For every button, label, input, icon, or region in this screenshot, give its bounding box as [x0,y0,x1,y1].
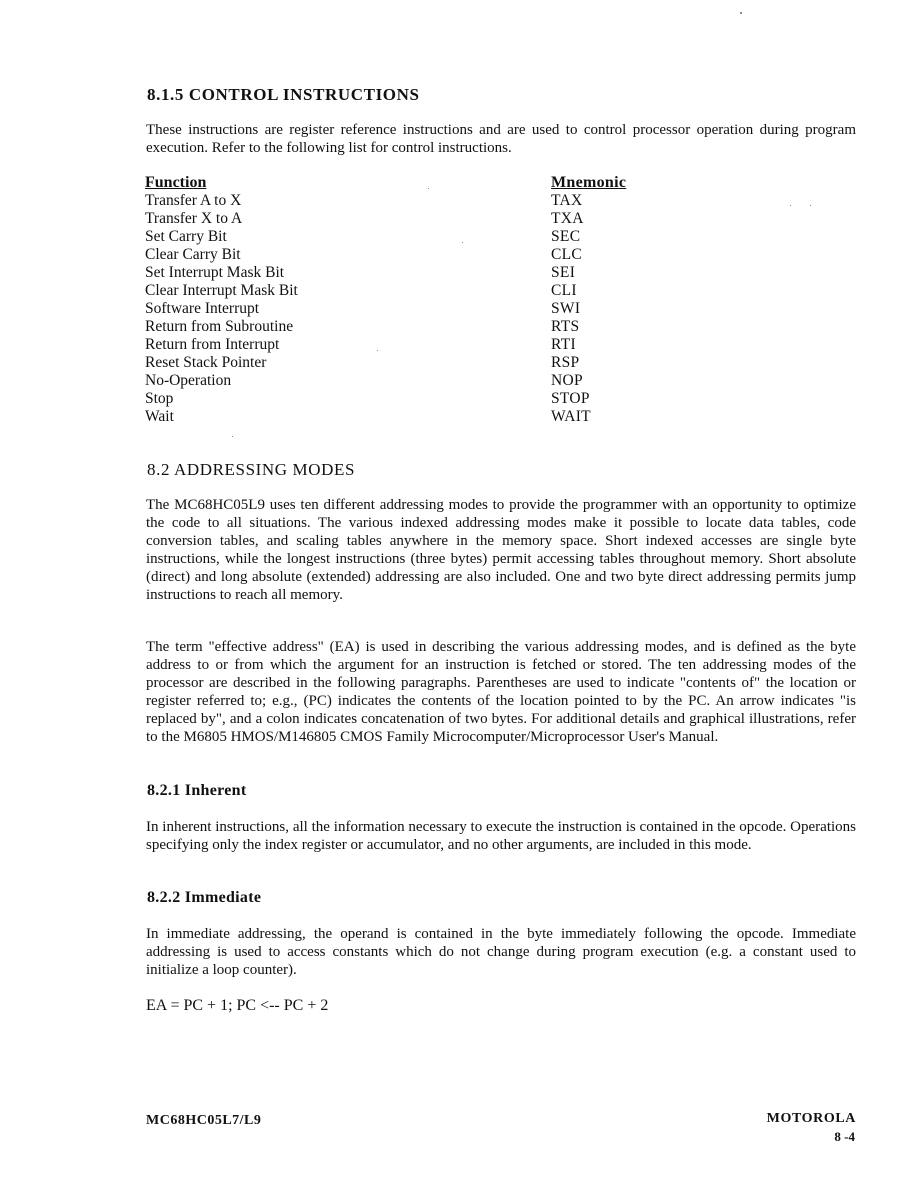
table-row [145,210,645,228]
immediate-paragraph: In immediate addressing, the operand is contained in the byte immediately following the opcode. Immediate addressing is used to access constants which do not change during program execution (e.g. a constant used to initialize a loop counter). [146,926,856,978]
mnemonic-cell: RTS [551,318,580,335]
table-row [145,228,645,246]
function-cell: Software Interrupt [145,300,260,317]
section-heading-8-1-5: 8.1.5 CONTROL INSTRUCTIONS [147,85,420,104]
mnemonic-cell: SWI [551,300,581,317]
table-row [145,192,645,210]
mnemonic-cell: CLI [551,282,577,299]
scan-speck [428,188,429,189]
column-header-function: Function [145,174,207,191]
function-cell: Transfer X to A [145,210,243,227]
table-row [145,408,645,426]
table-row [145,246,645,264]
table-row [145,336,645,354]
function-cell: No-Operation [145,372,232,389]
function-cell: Stop [145,390,174,407]
section-heading-8-2-1: 8.2.1 Inherent [147,782,247,799]
mnemonic-cell: CLC [551,246,583,263]
footer-document-id: MC68HC05L7/L9 [146,1113,262,1128]
column-header-mnemonic: Mnemonic [551,174,627,191]
table-row [145,372,645,390]
mnemonic-cell: RTI [551,336,576,353]
mnemonic-cell: RSP [551,354,580,371]
function-cell: Clear Carry Bit [145,246,241,263]
table-row [145,300,645,318]
scan-speck [740,12,742,14]
section-heading-8-2-2: 8.2.2 Immediate [147,889,262,906]
function-cell: Transfer A to X [145,192,242,209]
mnemonic-cell: NOP [551,372,583,389]
function-cell: Set Carry Bit [145,228,227,245]
table-row [145,390,645,408]
mnemonic-cell: WAIT [551,408,591,425]
function-cell: Wait [145,408,174,425]
scan-speck [462,242,463,243]
inherent-paragraph: In inherent instructions, all the information necessary to execute the instruction is contained in the opcode. Operations specifying only the index register or accumulator, and no other arguments, are included in this mode. [146,819,856,853]
control-instructions-intro: These instructions are register reference instructions and are used to control processor operation during program execution. Refer to the following list for control instructions. [146,122,856,156]
function-cell: Reset Stack Pointer [145,354,267,371]
table-row [145,354,645,372]
section-heading-8-2: 8.2 ADDRESSING MODES [147,460,355,479]
scan-speck [377,350,378,351]
function-cell: Return from Subroutine [145,318,294,335]
addressing-modes-paragraph-1: The MC68HC05L9 uses ten different addressing modes to provide the programmer with an opportunity to optimize the code to all situations. The various indexed addressing modes make it possible to locate data tables, code conversion tables, and scaling tables anywhere in the memory space. Short indexed accesses are single byte instructions, while the longest instructions (three bytes) permit accessing tables throughout memory. Short absolute (direct) and long absolute (extended) addressing are also included. One and two byte direct addressing permits jump instructions to reach all memory. [146,497,856,603]
footer-page-number: 8 -4 [834,1129,855,1144]
function-cell: Set Interrupt Mask Bit [145,264,285,281]
table-row [145,264,645,282]
control-instructions-table [145,174,645,426]
addressing-modes-paragraph-2: The term "effective address" (EA) is used in describing the various addressing modes, and is defined as the byte address to or from which the argument for an instruction is fetched or stored. The ten addressing modes of the processor are described in the following paragraphs. Parentheses are used to indicate "contents of" the location or register referred to; e.g., (PC) indicates the contents of the location pointed to by the PC. An arrow indicates "is replaced by", and a colon indicates concatenation of two bytes. For additional details and graphical illustrations, refer to the M6805 HMOS/M146805 CMOS Family Microcomputer/Microprocessor User's Manual. [146,639,856,745]
table-row [145,318,645,336]
mnemonic-cell: TXA [551,210,584,227]
scan-speck [810,205,811,206]
scan-speck [232,436,233,437]
mnemonic-cell: STOP [551,390,590,407]
mnemonic-cell: SEI [551,264,576,281]
mnemonic-cell: TAX [551,192,583,209]
table-header-row [145,174,645,192]
scan-speck [790,205,791,206]
function-cell: Return from Interrupt [145,336,280,353]
immediate-formula: EA = PC + 1; PC <-- PC + 2 [146,997,329,1014]
table-row [145,282,645,300]
function-cell: Clear Interrupt Mask Bit [145,282,298,299]
mnemonic-cell: SEC [551,228,581,245]
footer-company: MOTOROLA [766,1111,856,1126]
